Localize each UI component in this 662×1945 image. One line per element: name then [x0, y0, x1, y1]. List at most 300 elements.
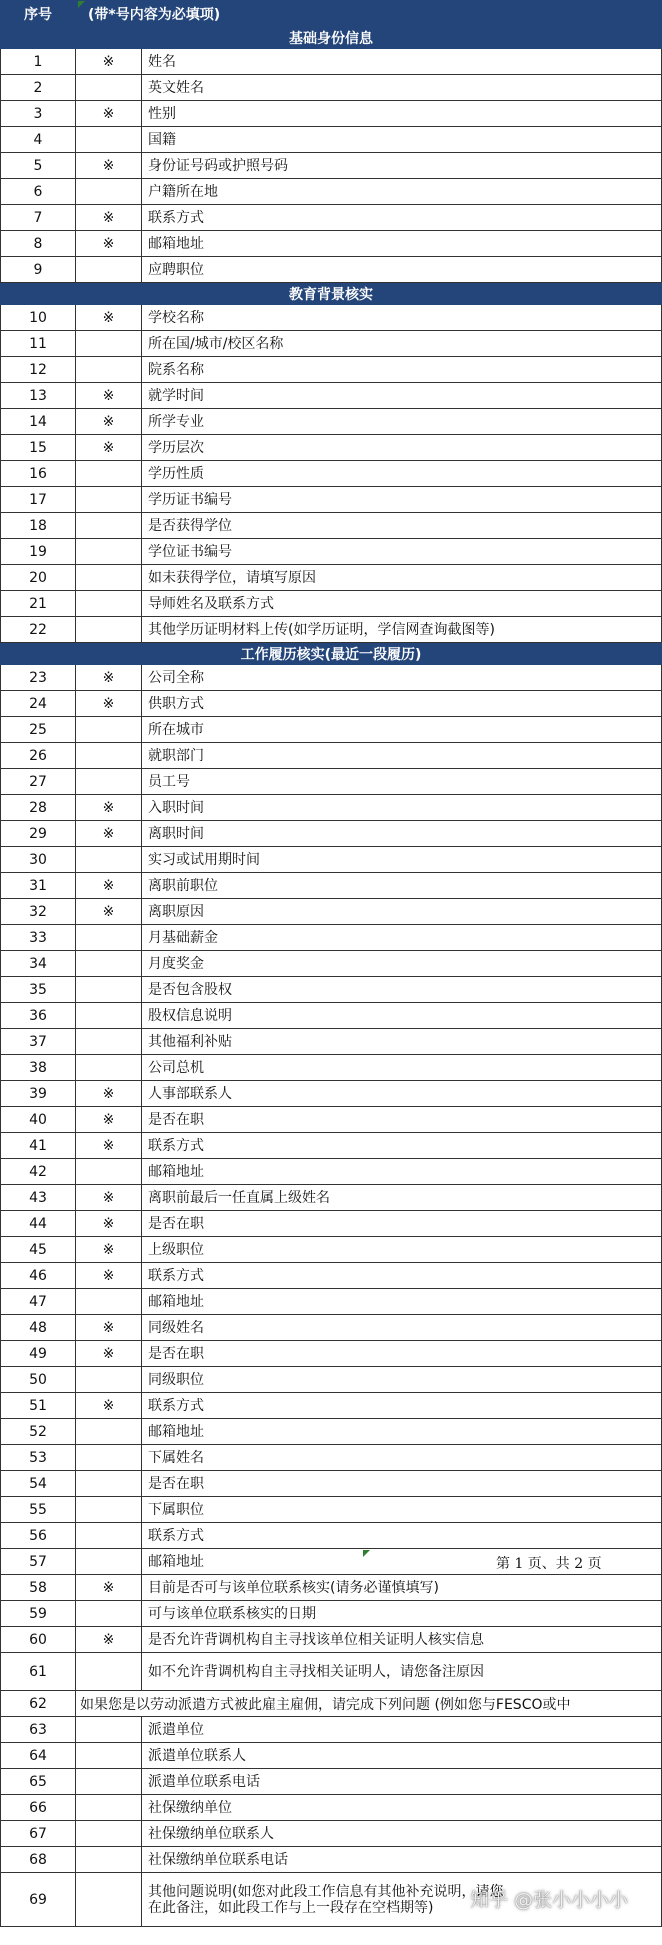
required-mark: ※ [76, 899, 142, 924]
item-label [142, 1133, 662, 1158]
row-number: 32 [0, 899, 76, 924]
item-label-text: 院系名称 [148, 361, 204, 378]
item-label [142, 1029, 662, 1054]
item-label-text: 供职方式 [148, 695, 204, 712]
row-number: 65 [0, 1769, 76, 1794]
row-number: 11 [0, 331, 76, 356]
table-row [0, 1795, 662, 1821]
table-row [0, 1743, 662, 1769]
row-number: 64 [0, 1743, 76, 1768]
item-label [142, 1601, 662, 1626]
item-label-text: 目前是否可与该单位联系核实(请务必谨慎填写) [148, 1579, 439, 1596]
item-label-text: 是否在职 [148, 1215, 204, 1232]
item-label-text: 户籍所在地 [148, 183, 218, 200]
row-number: 17 [0, 487, 76, 512]
item-label [142, 925, 662, 950]
item-label [142, 257, 662, 282]
item-label-text: 所学专业 [148, 413, 204, 430]
item-label-text: 联系方式 [148, 1527, 204, 1544]
table-row [0, 1341, 662, 1367]
item-label [142, 1445, 662, 1470]
table-row [0, 231, 662, 257]
item-label [142, 1055, 662, 1080]
item-label [142, 1315, 662, 1340]
table-row [0, 873, 662, 899]
table-row [0, 665, 662, 691]
row-number: 25 [0, 717, 76, 742]
row-number: 67 [0, 1821, 76, 1846]
required-mark: ※ [76, 821, 142, 846]
required-mark: ※ [76, 691, 142, 716]
table-row [0, 899, 662, 925]
row-number: 42 [0, 1159, 76, 1184]
item-label-text: 邮箱地址 [148, 235, 204, 252]
required-mark [76, 717, 142, 742]
row-number: 49 [0, 1341, 76, 1366]
required-mark [76, 1601, 142, 1626]
row-number: 63 [0, 1717, 76, 1742]
item-label [142, 1575, 662, 1600]
table-row [0, 977, 662, 1003]
required-mark [76, 461, 142, 486]
item-label-text: 邮箱地址 [148, 1293, 204, 1310]
required-mark [76, 769, 142, 794]
item-label-text: 公司总机 [148, 1059, 204, 1076]
required-mark: ※ [76, 1081, 142, 1106]
required-mark [76, 331, 142, 356]
item-label-text: 公司全称 [148, 669, 204, 686]
item-label-text: 如未获得学位，请填写原因 [148, 569, 316, 586]
table-row [0, 1289, 662, 1315]
required-mark: ※ [76, 435, 142, 460]
item-label [142, 487, 662, 512]
item-label-text: 员工号 [148, 773, 190, 790]
item-label [142, 1523, 662, 1548]
row-number: 35 [0, 977, 76, 1002]
required-mark [76, 1653, 142, 1690]
item-label-text: 离职原因 [148, 903, 204, 920]
table-row [0, 795, 662, 821]
table-row [0, 205, 662, 231]
item-label-text: 实习或试用期时间 [148, 851, 260, 868]
row-number: 13 [0, 383, 76, 408]
item-label-text: 社保缴纳单位 [148, 1799, 232, 1816]
row-number: 53 [0, 1445, 76, 1470]
row-number: 43 [0, 1185, 76, 1210]
item-label-text: 派遣单位联系人 [148, 1747, 246, 1764]
row-number: 40 [0, 1107, 76, 1132]
table-row [0, 591, 662, 617]
required-mark: ※ [76, 305, 142, 330]
required-mark [76, 1717, 142, 1742]
item-label-text: 是否获得学位 [148, 517, 232, 534]
table-row [0, 925, 662, 951]
item-label-text: 同级职位 [148, 1371, 204, 1388]
item-label [142, 1185, 662, 1210]
section-title: 工作履历核实(最近一段履历) [0, 643, 662, 665]
item-label-text: 是否包含股权 [148, 981, 232, 998]
table-row [0, 1185, 662, 1211]
row-number: 54 [0, 1471, 76, 1496]
item-label-text: 就职部门 [148, 747, 204, 764]
table-row [0, 1315, 662, 1341]
row-number: 21 [0, 591, 76, 616]
item-label-text: 社保缴纳单位联系人 [148, 1825, 274, 1842]
required-mark: ※ [76, 795, 142, 820]
row-number: 36 [0, 1003, 76, 1028]
item-label-text: 离职前职位 [148, 877, 218, 894]
table-row [0, 1419, 662, 1445]
table-row [0, 565, 662, 591]
item-label [142, 101, 662, 126]
required-mark [76, 1497, 142, 1522]
required-mark [76, 179, 142, 204]
item-label-text: 可与该单位联系核实的日期 [148, 1605, 316, 1622]
item-label [142, 1341, 662, 1366]
item-label [142, 1627, 662, 1652]
required-mark: ※ [76, 665, 142, 690]
table-row [0, 847, 662, 873]
row-number: 30 [0, 847, 76, 872]
required-mark: ※ [76, 1627, 142, 1652]
row-number: 51 [0, 1393, 76, 1418]
item-label-text: 其他学历证明材料上传(如学历证明，学信网查询截图等) [148, 621, 495, 638]
row-number: 60 [0, 1627, 76, 1652]
table-row [0, 1107, 662, 1133]
item-label-text: 学校名称 [148, 309, 204, 326]
page-number-note: 第 1 页、共 2 页 [496, 1556, 602, 1572]
table-row [0, 1601, 662, 1627]
item-label [142, 75, 662, 100]
required-mark [76, 75, 142, 100]
table-row [0, 1159, 662, 1185]
col-header-no: 序号 [0, 0, 76, 27]
row-number: 29 [0, 821, 76, 846]
required-mark: ※ [76, 231, 142, 256]
row-number: 22 [0, 617, 76, 642]
table-row [0, 1691, 662, 1717]
row-number: 1 [0, 49, 76, 74]
section-title: 教育背景核实 [0, 283, 662, 305]
item-label [142, 1107, 662, 1132]
required-mark: ※ [76, 153, 142, 178]
required-mark [76, 951, 142, 976]
item-label [142, 1159, 662, 1184]
item-label-text: 入职时间 [148, 799, 204, 816]
item-label [142, 1237, 662, 1262]
required-mark [76, 1769, 142, 1794]
item-label [142, 691, 662, 716]
item-label [142, 1367, 662, 1392]
table-row [0, 1717, 662, 1743]
row-number: 47 [0, 1289, 76, 1314]
row-number: 68 [0, 1847, 76, 1872]
item-label-text: 联系方式 [148, 1267, 204, 1284]
required-mark [76, 743, 142, 768]
item-label [142, 409, 662, 434]
table-row [0, 1523, 662, 1549]
row-number: 61 [0, 1653, 76, 1690]
comment-flag-icon [363, 1550, 370, 1557]
row-number: 37 [0, 1029, 76, 1054]
item-label [142, 1653, 662, 1690]
required-mark [76, 1159, 142, 1184]
row-number: 10 [0, 305, 76, 330]
table-row [0, 1445, 662, 1471]
required-mark [76, 1029, 142, 1054]
item-label-text: 联系方式 [148, 209, 204, 226]
required-mark [76, 1445, 142, 1470]
comment-flag-icon [78, 1, 85, 8]
item-label [142, 717, 662, 742]
item-label [142, 1081, 662, 1106]
row-number: 45 [0, 1237, 76, 1262]
required-mark [76, 1471, 142, 1496]
table-row [0, 383, 662, 409]
required-mark [76, 1003, 142, 1028]
required-mark [76, 357, 142, 382]
required-mark: ※ [76, 383, 142, 408]
row-number: 31 [0, 873, 76, 898]
item-label [142, 743, 662, 768]
row-number: 4 [0, 127, 76, 152]
required-mark [76, 487, 142, 512]
table-row [0, 1263, 662, 1289]
row-number: 44 [0, 1211, 76, 1236]
table-header [0, 0, 662, 27]
required-mark: ※ [76, 1237, 142, 1262]
row-number: 48 [0, 1315, 76, 1340]
item-label [142, 591, 662, 616]
required-mark [76, 565, 142, 590]
zhihu-watermark: 知乎 @张小小小小 [470, 1889, 629, 1911]
item-label [142, 1289, 662, 1314]
item-label-text: 是否允许背调机构自主寻找该单位相关证明人核实信息 [148, 1631, 484, 1648]
item-label-text: 邮箱地址 [148, 1423, 204, 1440]
row-number: 2 [0, 75, 76, 100]
required-mark: ※ [76, 205, 142, 230]
required-mark [76, 1847, 142, 1872]
table-row [0, 153, 662, 179]
required-mark: ※ [76, 49, 142, 74]
row-number: 26 [0, 743, 76, 768]
required-mark: ※ [76, 1575, 142, 1600]
table-row [0, 1055, 662, 1081]
item-label [142, 617, 662, 642]
item-label-text: 学历层次 [148, 439, 204, 456]
table-row [0, 1497, 662, 1523]
item-label-text: 股权信息说明 [148, 1007, 232, 1024]
required-mark [76, 1367, 142, 1392]
required-mark [76, 1795, 142, 1820]
item-label [142, 899, 662, 924]
item-label [142, 1263, 662, 1288]
row-number: 57 [0, 1549, 76, 1574]
row-number: 5 [0, 153, 76, 178]
table-row [0, 487, 662, 513]
item-label [142, 435, 662, 460]
table-row [0, 539, 662, 565]
item-label-text: 月度奖金 [148, 955, 204, 972]
table-row [0, 617, 662, 643]
row-number: 16 [0, 461, 76, 486]
item-label [142, 873, 662, 898]
item-label-text: 是否在职 [148, 1111, 204, 1128]
required-mark [76, 513, 142, 538]
required-mark [76, 1821, 142, 1846]
required-mark [76, 1743, 142, 1768]
item-label-text: 邮箱地址 [148, 1163, 204, 1180]
item-label-text: 下属职位 [148, 1501, 204, 1518]
table-row [0, 49, 662, 75]
required-mark [76, 1549, 142, 1574]
item-label-text: 导师姓名及联系方式 [148, 595, 274, 612]
table-row [0, 1029, 662, 1055]
table-row [0, 1393, 662, 1419]
item-label-text: 派遣单位 [148, 1721, 204, 1738]
item-label [142, 461, 662, 486]
item-label-text: 月基础薪金 [148, 929, 218, 946]
item-label-text: 所在城市 [148, 721, 204, 738]
row-number: 59 [0, 1601, 76, 1626]
required-mark [76, 539, 142, 564]
table-row [0, 1211, 662, 1237]
table-row [0, 1847, 662, 1873]
item-label-text: 离职时间 [148, 825, 204, 842]
item-label-text: 是否在职 [148, 1345, 204, 1362]
table-row [0, 179, 662, 205]
row-number: 3 [0, 101, 76, 126]
row-number: 8 [0, 231, 76, 256]
item-label [142, 383, 662, 408]
item-label-text: 身份证号码或护照号码 [148, 157, 288, 174]
table-row [0, 769, 662, 795]
row-number: 34 [0, 951, 76, 976]
item-label [142, 305, 662, 330]
required-mark [76, 1419, 142, 1444]
row-number: 56 [0, 1523, 76, 1548]
table-row [0, 717, 662, 743]
row-number: 9 [0, 257, 76, 282]
required-mark [76, 925, 142, 950]
item-label-text: 上级职位 [148, 1241, 204, 1258]
table-row [0, 357, 662, 383]
item-label [142, 1471, 662, 1496]
row-number: 33 [0, 925, 76, 950]
item-label [142, 205, 662, 230]
item-label [142, 1847, 662, 1872]
row-number: 62 [0, 1691, 76, 1716]
row-number: 41 [0, 1133, 76, 1158]
row-number: 18 [0, 513, 76, 538]
required-mark: ※ [76, 1107, 142, 1132]
row-number: 7 [0, 205, 76, 230]
item-label [142, 513, 662, 538]
table-row [0, 1237, 662, 1263]
item-label [142, 127, 662, 152]
row-number: 39 [0, 1081, 76, 1106]
row-number: 55 [0, 1497, 76, 1522]
item-label-text: 姓名 [148, 53, 176, 70]
required-mark [76, 847, 142, 872]
table-row [0, 1769, 662, 1795]
table-row [0, 1821, 662, 1847]
required-mark: ※ [76, 1263, 142, 1288]
item-label [142, 1211, 662, 1236]
table-row [0, 409, 662, 435]
table-row [0, 101, 662, 127]
required-mark: ※ [76, 1341, 142, 1366]
required-mark [76, 1055, 142, 1080]
required-mark [76, 617, 142, 642]
required-mark: ※ [76, 409, 142, 434]
item-label-text: 性别 [148, 105, 176, 122]
col-header-required-note: (带*号内容为必填项) [76, 0, 662, 27]
row-number: 19 [0, 539, 76, 564]
item-label-text: 其他福利补贴 [148, 1033, 232, 1050]
required-mark [76, 257, 142, 282]
row-number: 27 [0, 769, 76, 794]
item-label-text: 所在国/城市/校区名称 [148, 335, 284, 352]
required-mark: ※ [76, 1185, 142, 1210]
table-row [0, 821, 662, 847]
row-number: 12 [0, 357, 76, 382]
item-label-text: 人事部联系人 [148, 1085, 232, 1102]
table-row [0, 331, 662, 357]
required-mark [76, 591, 142, 616]
table-row [0, 951, 662, 977]
required-mark [76, 127, 142, 152]
item-label [142, 1821, 662, 1846]
item-label [142, 565, 662, 590]
row-number: 66 [0, 1795, 76, 1820]
item-label: 如果您是以劳动派遣方式被此雇主雇佣，请完成下列问题 (例如您与FESCO或中 [76, 1691, 662, 1716]
table-row [0, 435, 662, 461]
table-row [0, 127, 662, 153]
item-label-text: 如不允许背调机构自主寻找相关证明人，请您备注原因 [148, 1663, 484, 1680]
section-title: 基础身份信息 [0, 27, 662, 49]
item-label [142, 1743, 662, 1768]
item-label [142, 357, 662, 382]
item-label [142, 1497, 662, 1522]
required-mark: ※ [76, 101, 142, 126]
table-row [0, 1653, 662, 1691]
item-label-text: 同级姓名 [148, 1319, 204, 1336]
item-label [142, 821, 662, 846]
row-number: 24 [0, 691, 76, 716]
table-row [0, 1575, 662, 1601]
row-number: 6 [0, 179, 76, 204]
table-row [0, 461, 662, 487]
item-label-text: 学历证书编号 [148, 491, 232, 508]
row-number: 58 [0, 1575, 76, 1600]
item-label [142, 49, 662, 74]
required-mark [76, 977, 142, 1002]
item-label-text: 邮箱地址 [148, 1553, 204, 1570]
row-number: 28 [0, 795, 76, 820]
required-mark: ※ [76, 1315, 142, 1340]
item-label [142, 951, 662, 976]
row-number: 23 [0, 665, 76, 690]
row-number: 14 [0, 409, 76, 434]
item-label [142, 1003, 662, 1028]
row-number: 46 [0, 1263, 76, 1288]
table-row [0, 257, 662, 283]
item-label-text: 学位证书编号 [148, 543, 232, 560]
item-label [142, 153, 662, 178]
item-label-text: 就学时间 [148, 387, 204, 404]
item-label [142, 179, 662, 204]
